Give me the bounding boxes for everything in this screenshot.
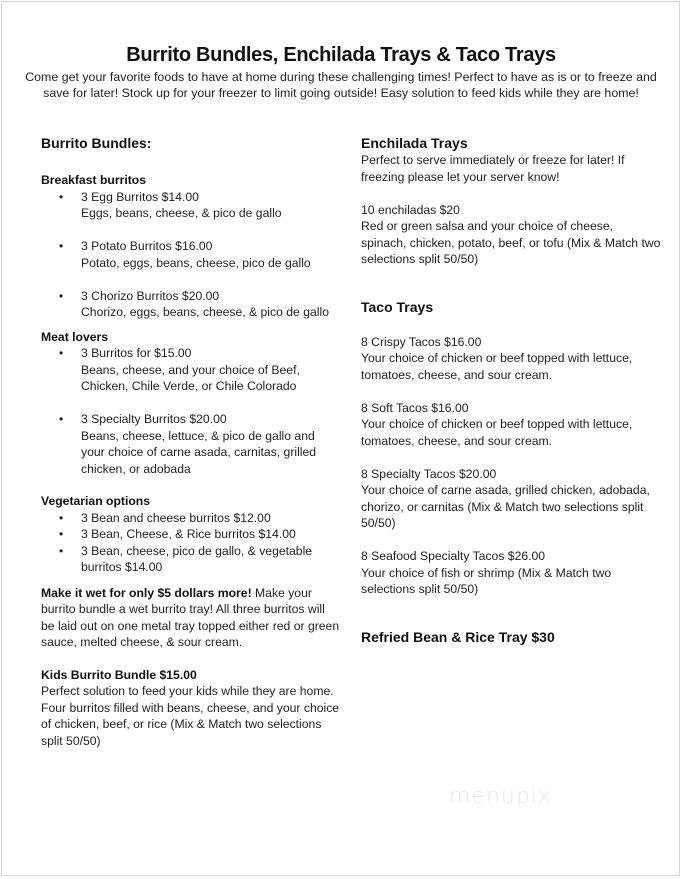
bullet-icon: • xyxy=(59,527,64,541)
item-name: 3 Chorizo Burritos $20.00 xyxy=(81,288,220,303)
spacer xyxy=(41,222,341,239)
enchilada-trays-heading: Enchilada Trays xyxy=(361,135,468,151)
item-desc: Beans, cheese, and your choice of Beef, Chicken, Chile Verde, or Chile Colorado xyxy=(81,362,300,393)
taco-item xyxy=(361,334,661,384)
bullet-icon: • xyxy=(59,239,64,253)
item-desc: Eggs, beans, cheese, & pico de gallo xyxy=(81,206,282,220)
kids-bundle-desc: Perfect solution to feed your kids while they are home. Four burritos filled with beans, cheese, and your choice of chicken, beef, or rice (Mix & Match two selections split 50/50) xyxy=(41,684,340,748)
wet-burrito-text: Make your burrito bundle a wet burrito tray! All three burritos will be laid out on one metal tray topped either red or green sauce, melted cheese, & sour cream. xyxy=(41,585,340,649)
bullet-icon: • xyxy=(59,189,64,204)
item-desc: Beans, cheese, lettuce, & pico de gallo and your choice of carne asada, carnitas, grilled chicken, or adobada xyxy=(81,428,317,476)
item-name: 8 Specialty Tacos $20.00 xyxy=(361,466,497,481)
item-name: 3 Bean and cheese burritos $12.00 xyxy=(81,510,271,525)
enchilada-intro: Perfect to serve immediately or freeze for later! If freezing please let your server know! xyxy=(361,153,625,184)
breakfast-list xyxy=(41,189,341,321)
taco-item xyxy=(361,466,661,532)
kids-bundle-heading: Kids Burrito Bundle $15.00 xyxy=(41,667,197,682)
bullet-icon: • xyxy=(59,346,64,360)
menu-item xyxy=(41,526,341,543)
menu-item xyxy=(41,288,341,321)
taco-item xyxy=(361,548,661,598)
item-name: 8 Crispy Tacos $16.00 xyxy=(361,334,482,349)
menu-item xyxy=(41,543,341,576)
menu-title: Burrito Bundles, Enchilada Trays & Taco Trays xyxy=(126,44,556,66)
meat-lovers-heading: Meat lovers xyxy=(41,329,109,344)
item-name: 8 Soft Tacos $16.00 xyxy=(361,400,469,415)
item-name: 8 Seafood Specialty Tacos $26.00 xyxy=(361,549,546,563)
wet-burrito-bold: Make it wet for only $5 dollars more! xyxy=(41,585,252,600)
wet-burrito-note xyxy=(41,585,341,651)
bullet-icon: • xyxy=(59,288,64,303)
breakfast-heading: Breakfast burritos xyxy=(41,173,146,187)
item-desc: Chorizo, eggs, beans, cheese, & pico de gallo xyxy=(81,305,329,319)
menupix-watermark: menupix xyxy=(449,784,552,809)
burrito-bundles-heading: Burrito Bundles: xyxy=(41,135,152,151)
item-name: 3 Bean, cheese, pico de gallo, & vegetable burritos $14.00 xyxy=(81,543,313,574)
bullet-icon: • xyxy=(59,510,64,525)
bullet-icon: • xyxy=(59,543,64,558)
item-name: 3 Egg Burritos $14.00 xyxy=(81,189,199,204)
bullet-icon: • xyxy=(59,412,64,426)
spacer xyxy=(41,395,341,412)
item-desc: Your choice of fish or shrimp (Mix & Match two selections split 50/50) xyxy=(361,565,612,596)
item-desc: Potato, eggs, beans, cheese, pico de gallo xyxy=(81,255,311,270)
spacer xyxy=(41,271,341,288)
item-desc: Your choice of chicken or beef topped with lettuce, tomatoes, cheese, and sour cream. xyxy=(361,351,633,382)
item-name: 3 Burritos for $15.00 xyxy=(81,346,192,360)
menu-item xyxy=(41,411,341,477)
left-column xyxy=(41,134,341,749)
enchilada-item-name: 10 enchiladas $20 xyxy=(361,202,460,217)
menu-item xyxy=(41,189,341,222)
item-name: 3 Bean, Cheese, & Rice burritos $14.00 xyxy=(81,527,296,541)
refried-bean-rice-tray: Refried Bean & Rice Tray $30 xyxy=(361,628,555,645)
item-name: 3 Specialty Burritos $20.00 xyxy=(81,412,227,426)
item-desc: Your choice of carne asada, grilled chicken, adobada, chorizo, or carnitas (Mix & Match two selections split 50/50) xyxy=(361,483,650,530)
menu-item xyxy=(41,345,341,395)
right-column xyxy=(361,134,661,646)
item-desc: Your choice of chicken or beef topped with lettuce, tomatoes, cheese, and sour cream. xyxy=(361,417,633,448)
menu-item xyxy=(41,238,341,271)
item-name: 3 Potato Burritos $16.00 xyxy=(81,239,213,253)
menu-intro: Come get your favorite foods to have at home during these challenging times! Perfect to have as is or to freeze and save for later! Stock up for your freezer to limit going outside! Easy solution to feed kids while they are home! xyxy=(25,70,657,100)
taco-item xyxy=(361,400,661,450)
enchilada-item-desc: Red or green salsa and your choice of cheese, spinach, chicken, potato, beef, or tofu (Mix & Match two selections split 50/50) xyxy=(361,219,661,266)
taco-trays-heading: Taco Trays xyxy=(361,298,434,315)
menu-item xyxy=(41,510,341,527)
vegetarian-heading: Vegetarian options xyxy=(41,494,151,508)
meat-list xyxy=(41,345,341,477)
vegetarian-list xyxy=(41,510,341,576)
